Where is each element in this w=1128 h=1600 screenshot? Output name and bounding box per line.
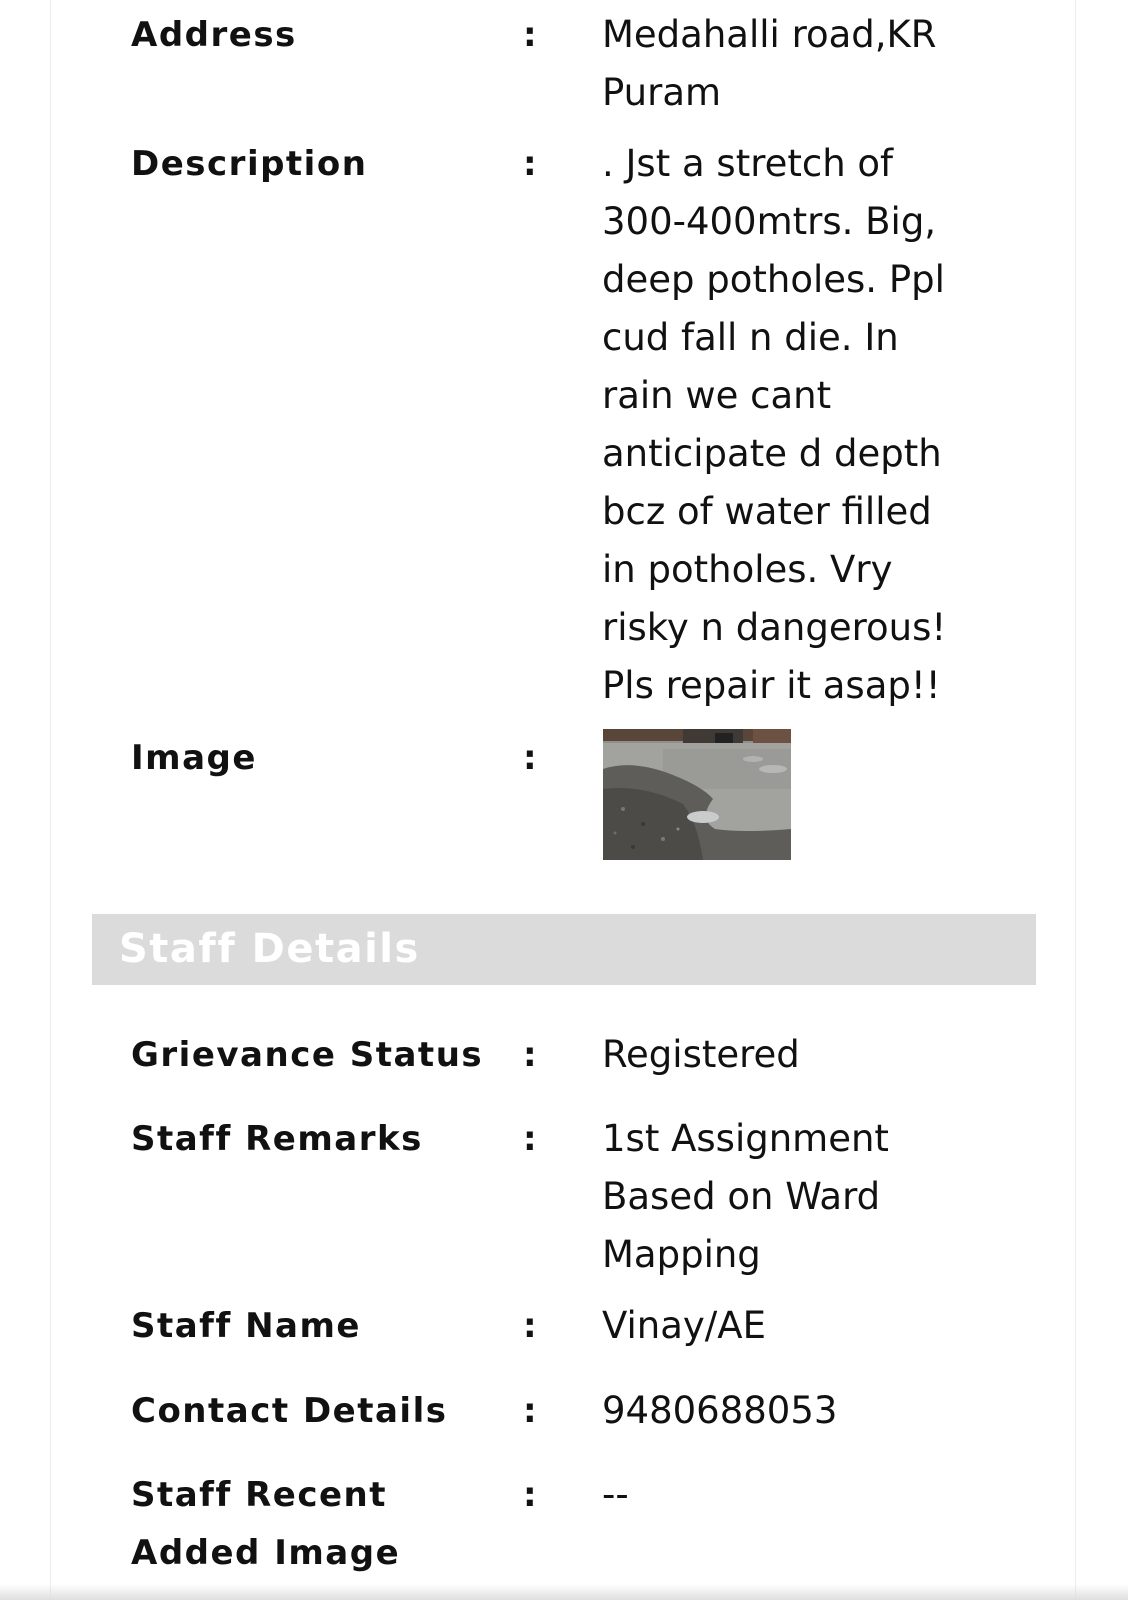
description-label: Description (131, 144, 368, 184)
staff-details-header (92, 914, 1036, 985)
grievance-status-value: Registered (602, 1033, 800, 1076)
address-label: Address (131, 15, 297, 55)
grievance-status-separator: : (523, 1035, 537, 1075)
staff-remarks-separator: : (523, 1119, 537, 1159)
staff-recent-image-label: Staff Recent Added Image (131, 1475, 401, 1573)
staff-details-title: Staff Details (119, 926, 420, 972)
staff-remarks-label: Staff Remarks (131, 1119, 423, 1159)
bottom-fade (0, 1584, 1128, 1600)
grievance-status-label: Grievance Status (131, 1035, 484, 1075)
staff-name-separator: : (523, 1306, 537, 1346)
address-value: Medahalli road,KR Puram (602, 13, 937, 114)
image-separator: : (523, 738, 537, 778)
contact-details-separator: : (523, 1391, 537, 1431)
staff-remarks-value: 1st Assignment Based on Ward Mapping (602, 1117, 889, 1276)
staff-recent-image-separator: : (523, 1475, 537, 1515)
staff-name-label: Staff Name (131, 1306, 361, 1346)
staff-name-value: Vinay/AE (602, 1304, 766, 1347)
description-separator: : (523, 144, 537, 184)
image-label: Image (131, 738, 257, 778)
pothole-photo-thumbnail[interactable] (603, 729, 791, 860)
staff-recent-image-value: -- (602, 1473, 629, 1516)
description-value: . Jst a stretch of 300-400mtrs. Big, deep potholes. Ppl cud fall n die. In rain we cant anticipate d depth bcz of water filled in potholes. Vry risky n dangerous! Pls repair it asap!! (602, 142, 947, 707)
address-separator: : (523, 15, 537, 55)
contact-details-value: 9480688053 (602, 1389, 838, 1432)
contact-details-label: Contact Details (131, 1391, 448, 1431)
